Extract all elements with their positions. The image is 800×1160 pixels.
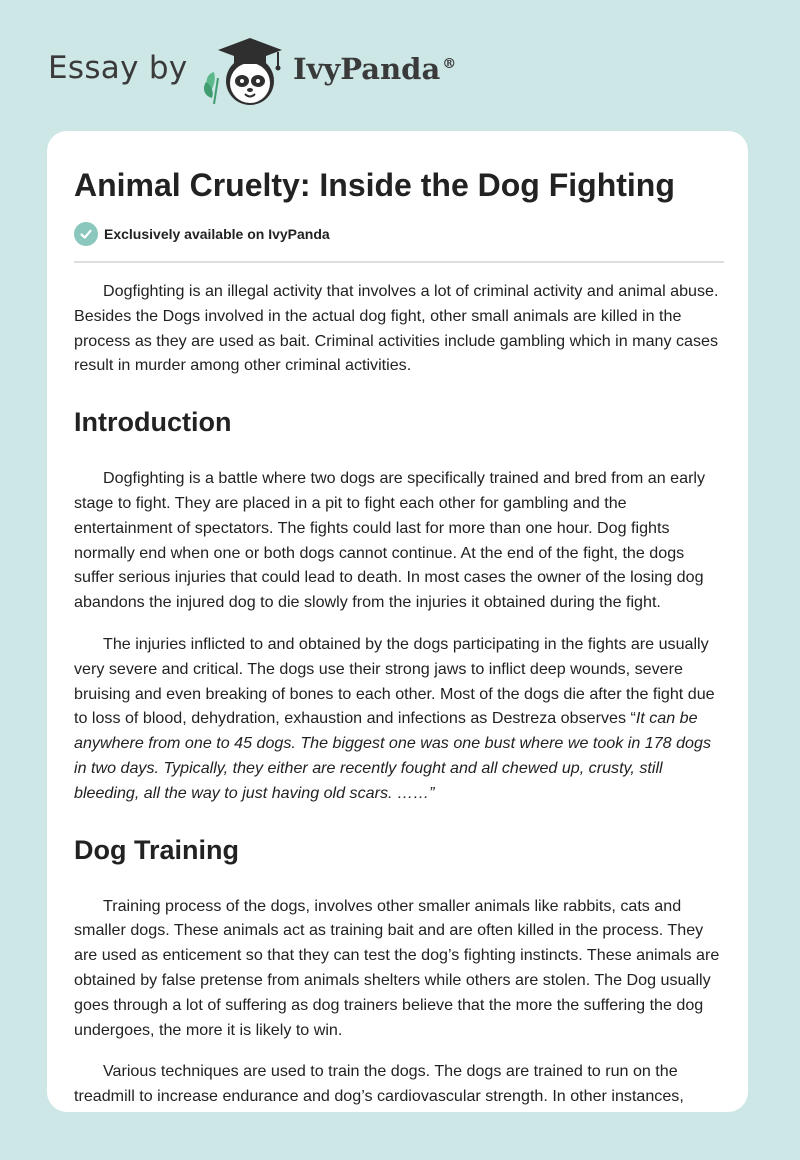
intro-paragraph: Dogfighting is an illegal activity that involves a lot of criminal activity and animal abuse. Besides the Dogs involved in the actual dog fight, other small animals are killed in the process as they are used as bait. Criminal activities include gambling which in many cases result in murder among other criminal activities.: [74, 282, 719, 375]
essay-card: [47, 131, 748, 1112]
section-heading-dog-training: Dog Training: [74, 834, 239, 865]
exclusive-badge-label: Exclusively available on IvyPanda: [104, 226, 330, 242]
quotation: It can be anywhere from one to 45 dogs. The biggest one was one bust where we took in 178 dogs in two days. Typically, they either are recently fought and all chewed up, crusty, still bleeding, all the way to just having old scars. ……”: [74, 709, 711, 802]
registered-mark: ®: [442, 56, 457, 73]
paragraph-with-quote: The injuries inflicted to and obtained by the dogs participating in the fights are usually very severe and critical. The dogs use their strong jaws to inflict deep wounds, severe bruising and even breaking of bones to each other. Most of the dogs die after the fight due to loss of blood, dehydration, exhaustion and infections as Destreza observes “It can be anywhere from one to 45 dogs. The biggest one was one bust where we took in 178 dogs in two days. Typically, they either are recently fought and all chewed up, crusty, still bleeding, all the way to just having old scars. ……”: [74, 634, 715, 802]
paragraph: Training process of the dogs, involves other smaller animals like rabbits, cats and smaller dogs. These animals act as training bait and are often killed in the process. They are used as enticement so that they can test the dog’s fighting instincts. These animals are obtained by false pretense from animals shelters while others are stolen. The Dog usually goes through a lot of suffering as dog trainers believe that the more the suffering the dog undergoes, the more it is likely to win.: [74, 896, 720, 1039]
page-title: Animal Cruelty: Inside the Dog Fighting: [74, 167, 675, 203]
brand-name[interactable]: IvyPanda ®: [293, 52, 457, 86]
brand-prefix: Essay by: [48, 50, 188, 86]
paragraph: Various techniques are used to train the dogs. The dogs are trained to run on the treadmill to increase endurance and dog’s cardiovascular strength. In other instances,: [74, 1062, 684, 1106]
article-body: [74, 279, 724, 1109]
section-heading-introduction: Introduction: [74, 407, 232, 438]
panda-graduate-logo-icon[interactable]: [200, 34, 290, 110]
checkmark-icon: [74, 222, 98, 246]
paragraph: Dogfighting is a battle where two dogs are specifically trained and bred from an early stage to fight. They are placed in a pit to fight each other for gambling and the entertainment of spectators. The fights could last for more than one hour. Dog fights normally end when one or both dogs cannot continue. At the end of the fight, the dogs suffer serious injuries that could lead to death. In most cases the owner of the losing dog abandons the injured dog to die slowly from the injuries it obtained during the fight.: [74, 469, 706, 612]
exclusive-badge: [74, 221, 330, 247]
divider: [74, 261, 724, 263]
site-header: [0, 0, 800, 130]
